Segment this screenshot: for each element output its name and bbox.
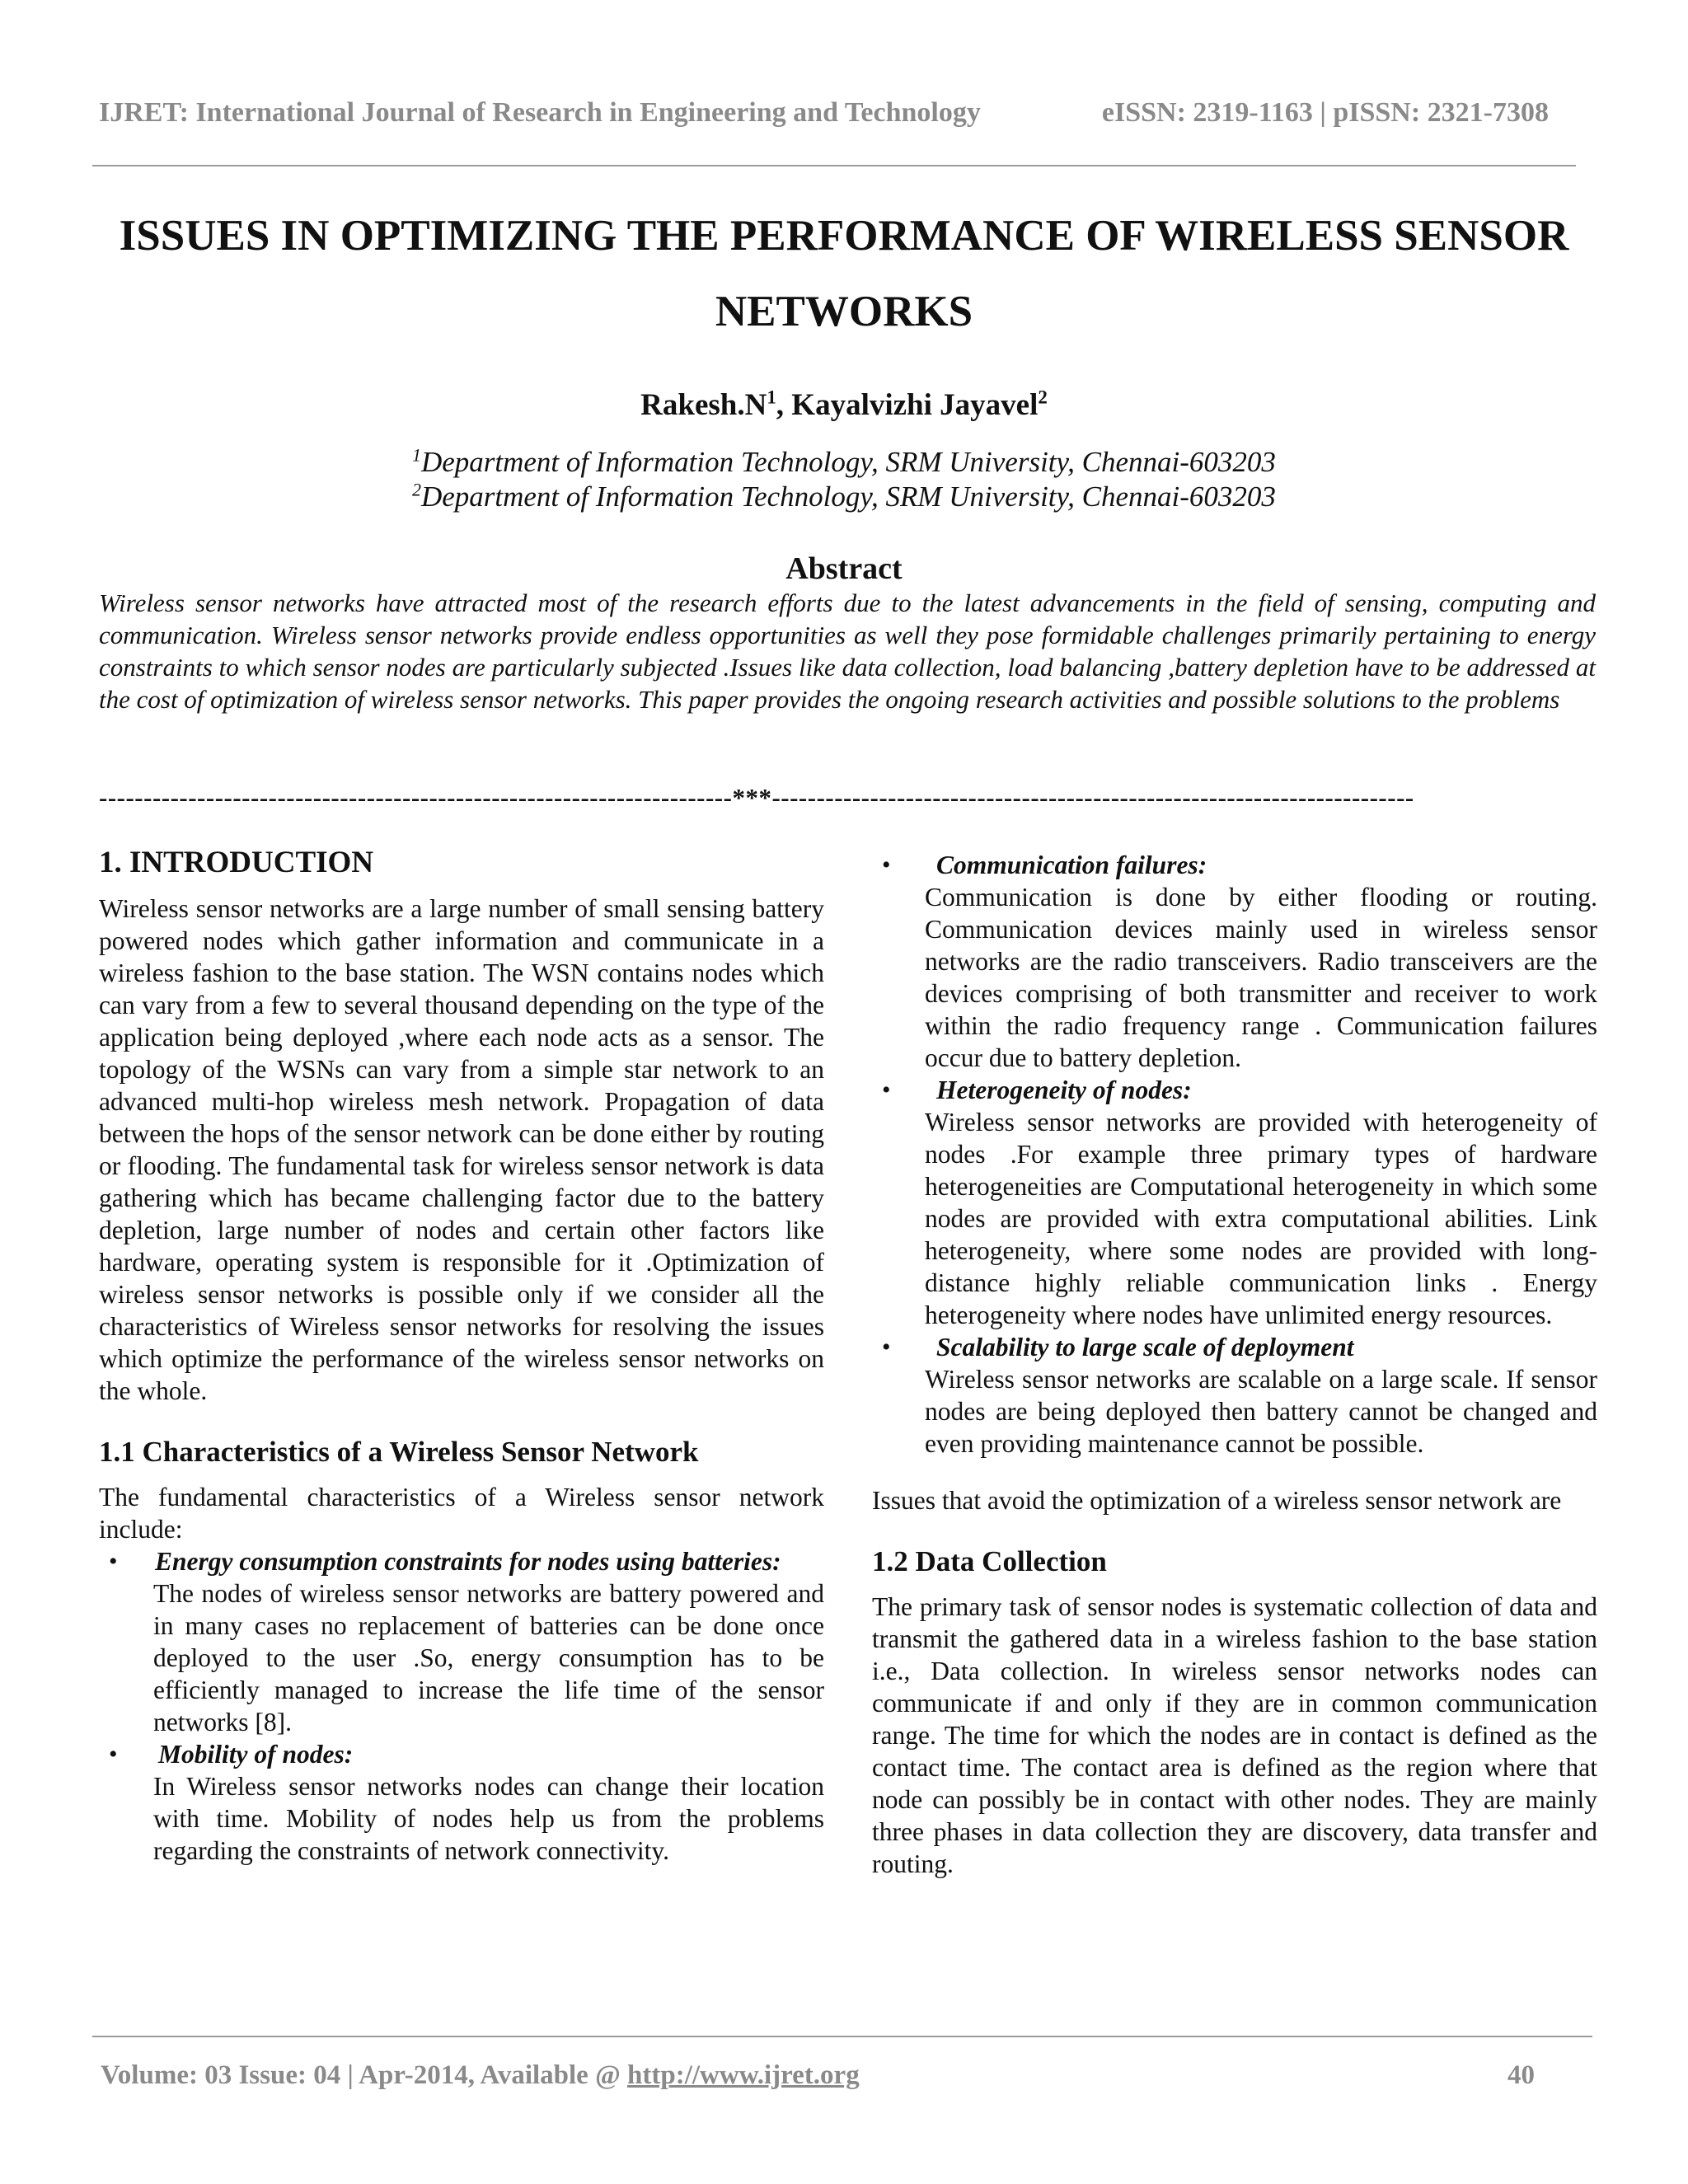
left-column [99, 845, 824, 1867]
bullet-icon: • [882, 851, 891, 879]
list-item [872, 1074, 1597, 1331]
bullet-text: Wireless sensor networks are scalable on a large scale. If sensor nodes are being deployed then battery cannot be changed and even providing maintenance cannot be possible. [925, 1365, 1597, 1458]
author-separator: , [776, 388, 792, 422]
paper-title: ISSUES IN OPTIMIZING THE PERFORMANCE OF WIRELESS SENSOR NETWORKS [119, 212, 1569, 335]
bullet-heading: Communication failures: [936, 851, 1207, 879]
page-footer [101, 2060, 1535, 2091]
list-item [872, 849, 1597, 1074]
affiliation-text: Department of Information Technology, SRM University, Chennai-603203 [420, 480, 1276, 513]
author-sup: 1 [767, 387, 776, 408]
bullet-icon: • [109, 1548, 118, 1575]
author-name: Kayalvizhi Jayavel [791, 388, 1039, 422]
right-column [872, 849, 1597, 1880]
bullet-heading: Scalability to large scale of deployment [936, 1333, 1354, 1361]
data-collection-heading: 1.2 Data Collection [872, 1545, 1107, 1577]
journal-link[interactable]: http://www.ijret.org [627, 2060, 860, 2090]
affiliation-sup: 1 [412, 445, 421, 466]
list-item [872, 1331, 1597, 1460]
intro-paragraph: Wireless sensor networks are a large number of small sensing battery powered nodes which gather information and communicate in a wireless fashion to the base station. The WSN contains nodes which can vary from a few to several thousand depending on the type of the application being deployed ,where each node acts as a sensor. The topology of the WSNs can vary from a simple star network to an advanced multi-hop wireless mesh network. Propagation of data between the hops of the sensor network can be done either by routing or flooding. The fundamental task for wireless sensor network is data gathering which has became challenging factor due to the battery depletion, large number of nodes and certain other factors like hardware, operating system is responsible for it .Optimization of wireless sensor networks is possible only if we consider all the characteristics of Wireless sensor networks for resolving the issues which optimize the performance of the wireless sensor networks on the whole. [99, 894, 824, 1405]
characteristics-intro: The fundamental characteristics of a Wireless sensor network include: [99, 1483, 824, 1544]
list-item [99, 1545, 824, 1738]
affiliation-sup: 2 [412, 480, 421, 500]
characteristics-heading: 1.1 Characteristics of a Wireless Sensor Network [99, 1436, 699, 1468]
list-item [99, 1738, 824, 1867]
issn-info: eISSN: 2319-1163 | pISSN: 2321-7308 [1101, 97, 1549, 128]
bullet-icon: • [882, 1333, 891, 1361]
data-collection-paragraph: The primary task of sensor nodes is systematic collection of data and transmit the gathered data in a wireless fashion to the base station i.e., Data collection. In wireless sensor networks nodes can communicate if and only if they are in common communication range. The time for which the nodes are in contact is defined as the contact time. The contact area is defined as the region where that node can possibly be in contact with other nodes. They are mainly three phases in data collection they are discovery, data transfer and routing. [872, 1592, 1597, 1878]
affiliations [0, 445, 1688, 514]
affiliation [0, 480, 1688, 514]
footer-rule [92, 2036, 1592, 2037]
abstract-text: Wireless sensor networks have attracted most of the research efforts due to the latest advancements in the field of sensing, computing and communication. Wireless sensor networks provide endless opportunities as well they pose formidable challenges primarily pertaining to energy constraints to which sensor nodes are particularly subjected .Issues like data collection, load balancing ,battery depletion have to be addressed at the cost of optimization of wireless sensor networks. This paper provides the ongoing research activities and possible solutions to the problems [99, 588, 1596, 714]
bullet-heading: Energy consumption constraints for nodes using batteries: [155, 1547, 781, 1576]
page-number: 40 [1507, 2060, 1535, 2090]
header-rule [92, 165, 1576, 166]
running-header [99, 97, 1550, 129]
bullet-heading: Mobility of nodes: [158, 1740, 354, 1769]
bullet-text: Communication is done by either flooding or routing. Communication devices mainly used in wireless sensor networks are the radio transceivers. Radio transceivers are the devices comprising of both transmitter and receiver to work within the radio frequency range . Communication failures occur due to battery depletion. [925, 883, 1597, 1072]
abstract-heading: Abstract [785, 551, 903, 586]
bullet-heading: Heterogeneity of nodes: [936, 1076, 1192, 1104]
bullet-text: In Wireless sensor networks nodes can change their location with time. Mobility of nodes help us from the problems regarding the constraints of network connectivity. [153, 1772, 824, 1865]
spacer [872, 1460, 1597, 1484]
bullet-text: The nodes of wireless sensor networks are battery powered and in many cases no replacement of batteries can be done once deployed to the user .So, energy consumption has to be efficiently managed to increase the life time of the sensor networks [8]. [153, 1579, 824, 1736]
author-name: Rakesh.N [640, 388, 767, 422]
volume-text: Volume: 03 Issue: 04 | Apr-2014, Available @ [101, 2060, 628, 2090]
characteristics-list [99, 1545, 824, 1867]
author-list [0, 387, 1688, 423]
author-sup: 2 [1038, 387, 1048, 408]
affiliation [0, 445, 1688, 480]
bullet-text: Wireless sensor networks are provided with heterogeneity of nodes .For example three primary types of hardware heterogeneities are Computational heterogeneity in which some nodes are provided with extra computational abilities. Link heterogeneity, where some nodes are provided with long-distance highly reliable communication links . Energy heterogeneity where nodes have unlimited energy resources. [925, 1108, 1597, 1329]
bullet-icon: • [882, 1076, 891, 1104]
issues-paragraph: Issues that avoid the optimization of a wireless sensor network are [872, 1486, 1562, 1515]
intro-heading: 1. INTRODUCTION [99, 846, 374, 879]
affiliation-text: Department of Information Technology, SRM University, Chennai-603203 [420, 446, 1276, 478]
characteristics-list-continued [872, 849, 1597, 1460]
section-separator: -----------------------------------------------------------------------***------------------------------------------------------------------------ [99, 783, 1414, 812]
bullet-icon: • [109, 1741, 118, 1768]
journal-name: IJRET: International Journal of Research in Engineering and Technology [99, 97, 981, 128]
footer-volume [101, 2060, 860, 2091]
